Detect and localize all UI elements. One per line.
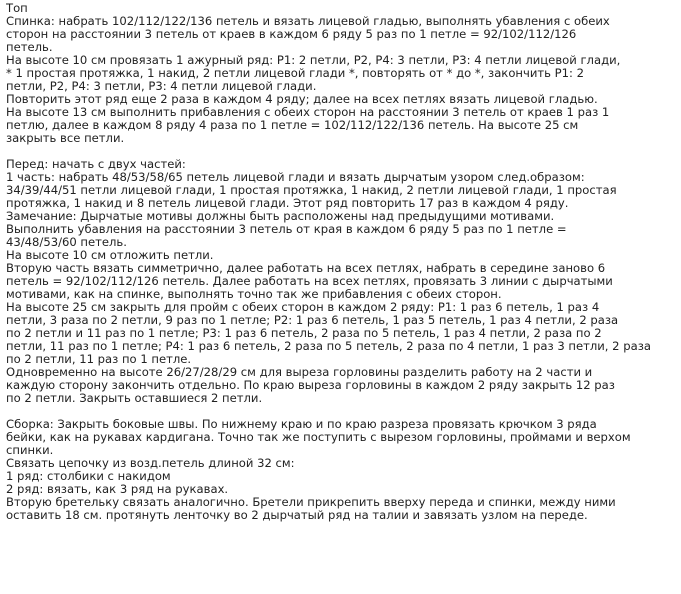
text-line: 34/39/44/51 петли лицевой глади, 1 простая протяжка, 1 накид, 2 петли лицевой глади, 1 простая: [6, 184, 617, 197]
text-line: петли, 11 раз по 1 петле; Р4: 1 раз 6 петель, 2 раза по 5 петель, 2 раза по 4 петли, 1 раз 3 петли, 2 раза: [6, 340, 651, 353]
paragraph-spacer: [6, 145, 678, 158]
text-line: 1 часть: набрать 48/53/58/65 петель лицевой глади и вязать дырчатым узором след.образом:: [6, 171, 585, 184]
text-line: по 2 петли. Закрыть оставшиеся 2 петли.: [6, 392, 263, 405]
assembly-section: [6, 418, 678, 522]
text-line: Сборка: Закрыть боковые швы. По нижнему краю и по краю разреза провязать крючком 3 ряда: [6, 418, 597, 431]
text-line: сторон на расстоянии 3 петель от краев в каждом 6 ряду 5 раз по 1 петле = 92/102/112/126: [6, 28, 577, 41]
text-line: Замечание: Дырчатые мотивы должны быть расположены над предыдущими мотивами.: [6, 210, 555, 223]
text-line: мотивами, как на спинке, выполнять точно так же прибавления с обеих сторон.: [6, 288, 502, 301]
text-line: петли, Р2, Р4: 3 петли, Р3: 4 петли лицевой глади.: [6, 80, 317, 93]
text-line: по 2 петли, 11 раз по 1 петле.: [6, 353, 192, 366]
text-line: протяжка, 1 накид и 8 петель лицевой глади. Этот ряд повторить 17 раз в каждом 4 ряду.: [6, 197, 569, 210]
text-line: Одновременно на высоте 26/27/28/29 см для выреза горловины разделить работу на 2 части и: [6, 366, 593, 379]
text-line: спинки.: [6, 444, 54, 457]
text-line: Перед: начать с двух частей:: [6, 158, 186, 171]
document: [6, 2, 678, 522]
text-line: 1 ряд: столбики с накидом: [6, 470, 171, 483]
document-title: Топ: [6, 2, 28, 15]
front-section: [6, 158, 678, 405]
text-line: петли, 3 раза по 2 петли, 9 раз по 1 петле; Р2: 1 раз 6 петель, 1 раз 5 петель, 1 раз 4 петли, 2 раза: [6, 314, 619, 327]
text-line: петель.: [6, 41, 53, 54]
text-line: * 1 простая протяжка, 1 накид, 2 петли лицевой глади *, повторять от * до *, закончить Р1: 2: [6, 67, 584, 80]
text-line: Выполнить убавления на расстоянии 3 петель от края в каждом 6 ряду 5 раз по 1 петле =: [6, 223, 567, 236]
text-line: 43/48/53/60 петель.: [6, 236, 127, 249]
back-section: [6, 15, 678, 145]
text-line: На высоте 25 см закрыть для пройм с обеих сторон в каждом 2 ряду: Р1: 1 раз 6 петель, 1 раз 4: [6, 301, 600, 314]
text-line: Вторую бретельку связать аналогично. Бретели прикрепить вверху переда и спинки, между ними: [6, 496, 616, 509]
text-line: На высоте 13 см выполнить прибавления с обеих сторон на расстоянии 3 петель от краев 1 раз 1: [6, 106, 610, 119]
paragraph-spacer: [6, 405, 678, 418]
text-line: Спинка: набрать 102/112/122/136 петель и вязать лицевой гладью, выполнять убавления с обеих: [6, 15, 610, 28]
text-line: петель = 92/102/112/126 петель. Далее работать на всех петлях, провязать 3 линии с дырчатыми: [6, 275, 613, 288]
text-line: бейки, как на рукавах кардигана. Точно так же поступить с вырезом горловины, проймами и верхом: [6, 431, 631, 444]
text-line: по 2 петли и 11 раз по 1 петле; Р3: 1 раз 6 петель, 2 раза по 5 петель, 1 раз 4 петли, 2 раза по 2: [6, 327, 602, 340]
text-line: Повторить этот ряд еще 2 раза в каждом 4 ряду; далее на всех петлях вязать лицевой гладью.: [6, 93, 598, 106]
text-line: петлю, далее в каждом 8 ряду 4 раза по 1 петле = 102/112/122/136 петель. На высоте 25 см: [6, 119, 579, 132]
text-line: каждую сторону закончить отдельно. По краю выреза горловины в каждом 2 ряду закрыть 12 раз: [6, 379, 615, 392]
text-line: Вторую часть вязать симметрично, далее работать на всех петлях, набрать в середине заново 6: [6, 262, 606, 275]
text-line: закрыть все петли.: [6, 132, 125, 145]
text-line: На высоте 10 см провязать 1 ажурный ряд: Р1: 2 петли, Р2, Р4: 3 петли, Р3: 4 петли лицевой глади,: [6, 54, 621, 67]
text-line: 2 ряд: вязать, как 3 ряд на рукавах.: [6, 483, 229, 496]
text-line: На высоте 10 см отложить петли.: [6, 249, 214, 262]
text-line: оставить 18 см. протянуть ленточку во 2 дырчатый ряд на талии и завязать узлом на переде.: [6, 509, 588, 522]
text-line: Связать цепочку из возд.петель длиной 32 см:: [6, 457, 295, 470]
